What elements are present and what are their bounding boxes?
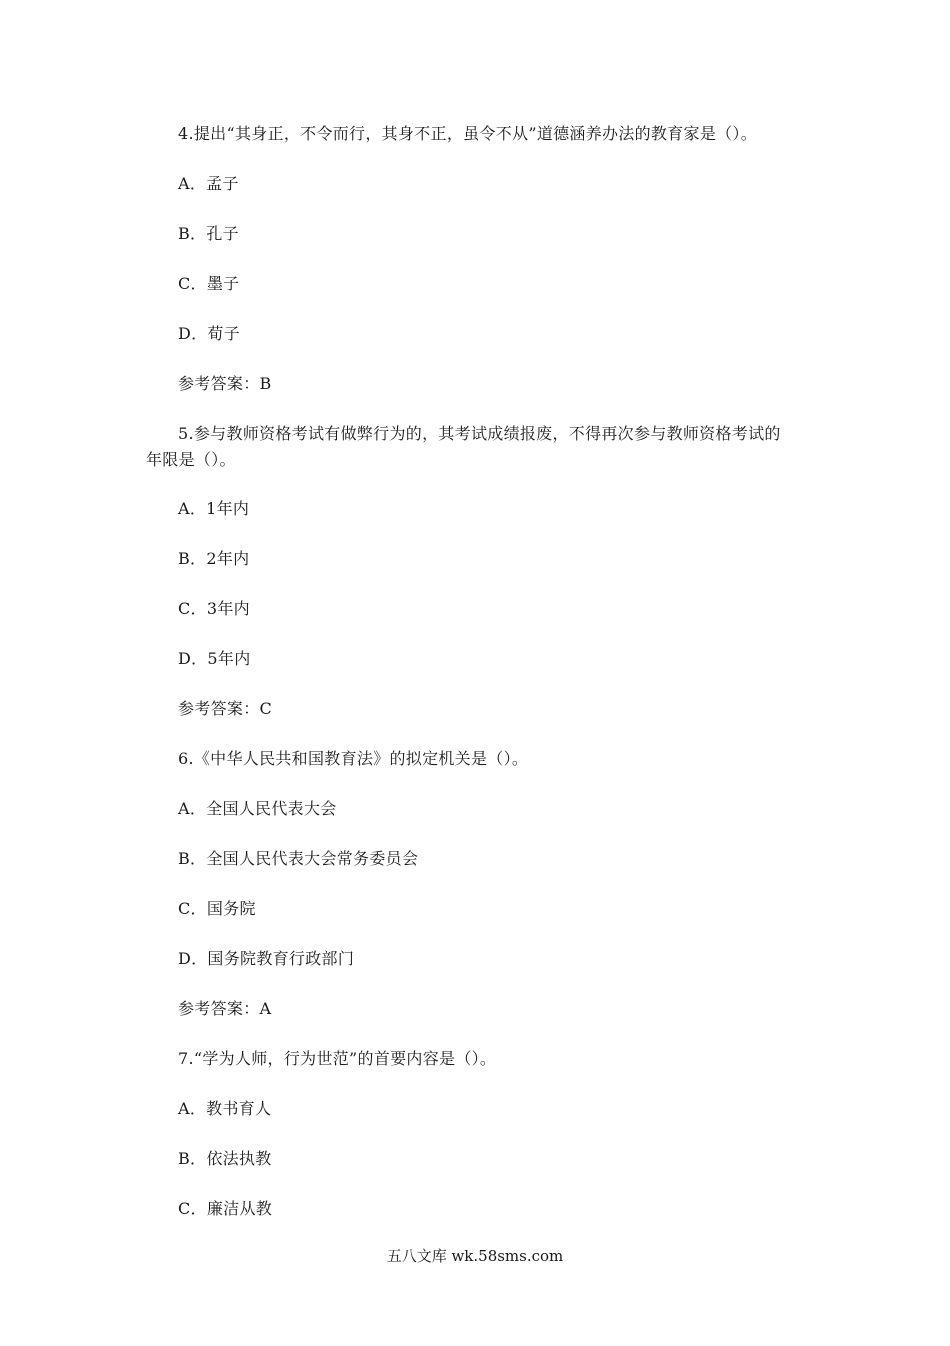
question-5-option-c: C．3年内 (178, 599, 250, 618)
question-6-option-d: D．国务院教育行政部门 (178, 949, 355, 968)
question-6-option-c: C．国务院 (178, 899, 256, 918)
question-5-stem-line-2: 年限是（）。 (146, 450, 236, 469)
question-6-answer: 参考答案：A (178, 999, 272, 1018)
question-7-stem: 7.“学为人师，行为世范”的首要内容是（）。 (178, 1049, 497, 1068)
question-6-stem: 6.《中华人民共和国教育法》的拟定机关是（）。 (178, 749, 529, 768)
question-7-option-b: B．依法执教 (178, 1149, 272, 1168)
question-5-stem-line-1: 5.参与教师资格考试有做弊行为的，其考试成绩报废，不得再次参与教师资格考试的 (178, 424, 781, 443)
question-4-option-a: A．孟子 (178, 174, 239, 193)
question-5-option-b: B．2年内 (178, 549, 250, 568)
question-5-option-d: D．5年内 (178, 649, 251, 668)
question-6-option-a: A．全国人民代表大会 (178, 799, 337, 818)
question-7-option-a: A．教书育人 (178, 1099, 272, 1118)
page-footer: 五八文库 wk.58sms.com (386, 1247, 564, 1265)
question-4-stem: 4.提出“其身正，不令而行，其身不正，虽令不从”道德涵养办法的教育家是（）。 (178, 124, 758, 143)
question-5-option-a: A．1年内 (178, 499, 250, 518)
question-5-answer: 参考答案：C (178, 699, 273, 718)
question-7-option-c: C．廉洁从教 (178, 1199, 273, 1218)
question-4-answer: 参考答案：B (178, 374, 272, 393)
question-6-option-b: B．全国人民代表大会常务委员会 (178, 849, 419, 868)
question-4-option-b: B．孔子 (178, 224, 239, 243)
question-4-option-c: C．墨子 (178, 274, 240, 293)
question-4-option-d: D．荀子 (178, 324, 241, 343)
